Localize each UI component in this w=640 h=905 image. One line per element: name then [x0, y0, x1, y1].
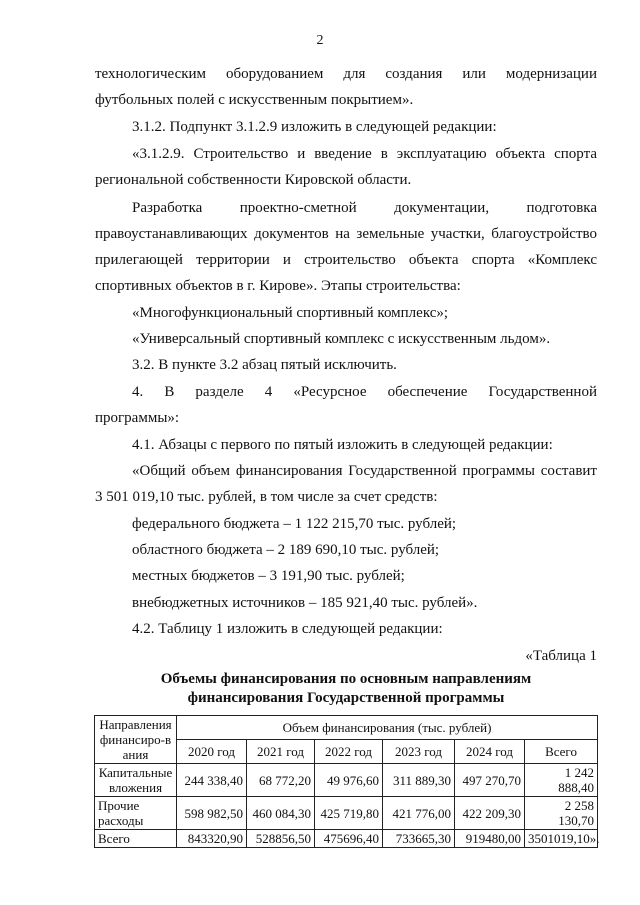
column-header: Всего: [525, 740, 598, 764]
body-text-line: местных бюджетов – 3 191,90 тыс. рублей;: [132, 568, 405, 584]
body-text-line: прилегающей территории и строительство объекта спорта «Комплекс: [95, 252, 597, 268]
table-header-row: [95, 716, 598, 740]
table-total-row: [95, 830, 598, 848]
body-text-line: правоустанавливающих документов на земельные участки, благоустройство: [95, 226, 597, 242]
table-cell: 475696,40: [315, 830, 383, 848]
table-cell: 68 772,20: [247, 764, 315, 797]
body-text-line: 4.1. Абзацы с первого по пятый изложить в следующей редакции:: [132, 437, 553, 453]
row-label: Капитальные вложения: [95, 764, 177, 797]
table-corner-header: Направления финансиро-вания: [95, 716, 177, 764]
table-cell: 311 889,30: [383, 764, 455, 797]
table-group-header: Объем финансирования (тыс. рублей): [177, 716, 598, 740]
table-title: Объемы финансирования по основным направлениям: [160, 671, 532, 687]
column-header: 2024 год: [455, 740, 525, 764]
row-label: Прочие расходы: [95, 797, 177, 830]
body-text-line: 3.2. В пункте 3.2 абзац пятый исключить.: [132, 357, 397, 373]
body-text-line: региональной собственности Кировской области.: [95, 172, 412, 188]
row-label: Всего: [95, 830, 177, 848]
body-text-line: 3 501 019,10 тыс. рублей, в том числе за счет средств:: [95, 489, 438, 505]
column-header: 2020 год: [177, 740, 247, 764]
table-cell: 497 270,70: [455, 764, 525, 797]
table-cell: 422 209,30: [455, 797, 525, 830]
table-cell: 421 776,00: [383, 797, 455, 830]
body-text-line: Разработка проектно-сметной документации, подготовка: [132, 200, 597, 216]
body-text-line: технологическим оборудованием для создания или модернизации: [95, 66, 597, 82]
financing-table: [94, 715, 598, 848]
page-number: 2: [316, 33, 324, 48]
table-cell: 843320,90: [177, 830, 247, 848]
table-cell: 425 719,80: [315, 797, 383, 830]
body-text-line: «3.1.2.9. Строительство и введение в эксплуатацию объекта спорта: [132, 146, 597, 162]
body-text-line: внебюджетных источников – 185 921,40 тыс. рублей».: [132, 595, 478, 611]
body-text-line: «Многофункциональный спортивный комплекс»;: [132, 305, 449, 321]
table-row: [95, 797, 598, 830]
table-cell: 244 338,40: [177, 764, 247, 797]
table-cell: 49 976,60: [315, 764, 383, 797]
table-cell: 3501019,10».: [525, 830, 598, 848]
body-text-line: 4.2. Таблицу 1 изложить в следующей редакции:: [132, 621, 443, 637]
table-cell: 528856,50: [247, 830, 315, 848]
table-title: финансирования Государственной программы: [187, 690, 505, 706]
table-cell: 733665,30: [383, 830, 455, 848]
body-text-line: «Универсальный спортивный комплекс с искусственным льдом».: [132, 331, 551, 347]
body-text-line: областного бюджета – 2 189 690,10 тыс. рублей;: [132, 542, 440, 558]
table-cell: 919480,00: [455, 830, 525, 848]
table-row: [95, 764, 598, 797]
body-text-line: программы»:: [95, 410, 180, 426]
column-header: 2023 год: [383, 740, 455, 764]
body-text-line: спортивных объектов в г. Кирове». Этапы строительства:: [95, 278, 461, 294]
body-text-line: федерального бюджета – 1 122 215,70 тыс. рублей;: [132, 516, 457, 532]
table-cell: 2 258 130,70: [525, 797, 598, 830]
table-cell: 1 242 888,40: [525, 764, 598, 797]
column-header: 2022 год: [315, 740, 383, 764]
body-text-line: 4. В разделе 4 «Ресурсное обеспечение Государственной: [132, 384, 597, 400]
body-text-line: «Общий объем финансирования Государственной программы составит: [132, 463, 597, 479]
table-caption: «Таблица 1: [525, 648, 597, 664]
table-cell: 598 982,50: [177, 797, 247, 830]
table-cell: 460 084,30: [247, 797, 315, 830]
column-header: 2021 год: [247, 740, 315, 764]
body-text-line: футбольных полей с искусственным покрытием».: [95, 92, 414, 108]
body-text-line: 3.1.2. Подпункт 3.1.2.9 изложить в следующей редакции:: [132, 119, 497, 135]
